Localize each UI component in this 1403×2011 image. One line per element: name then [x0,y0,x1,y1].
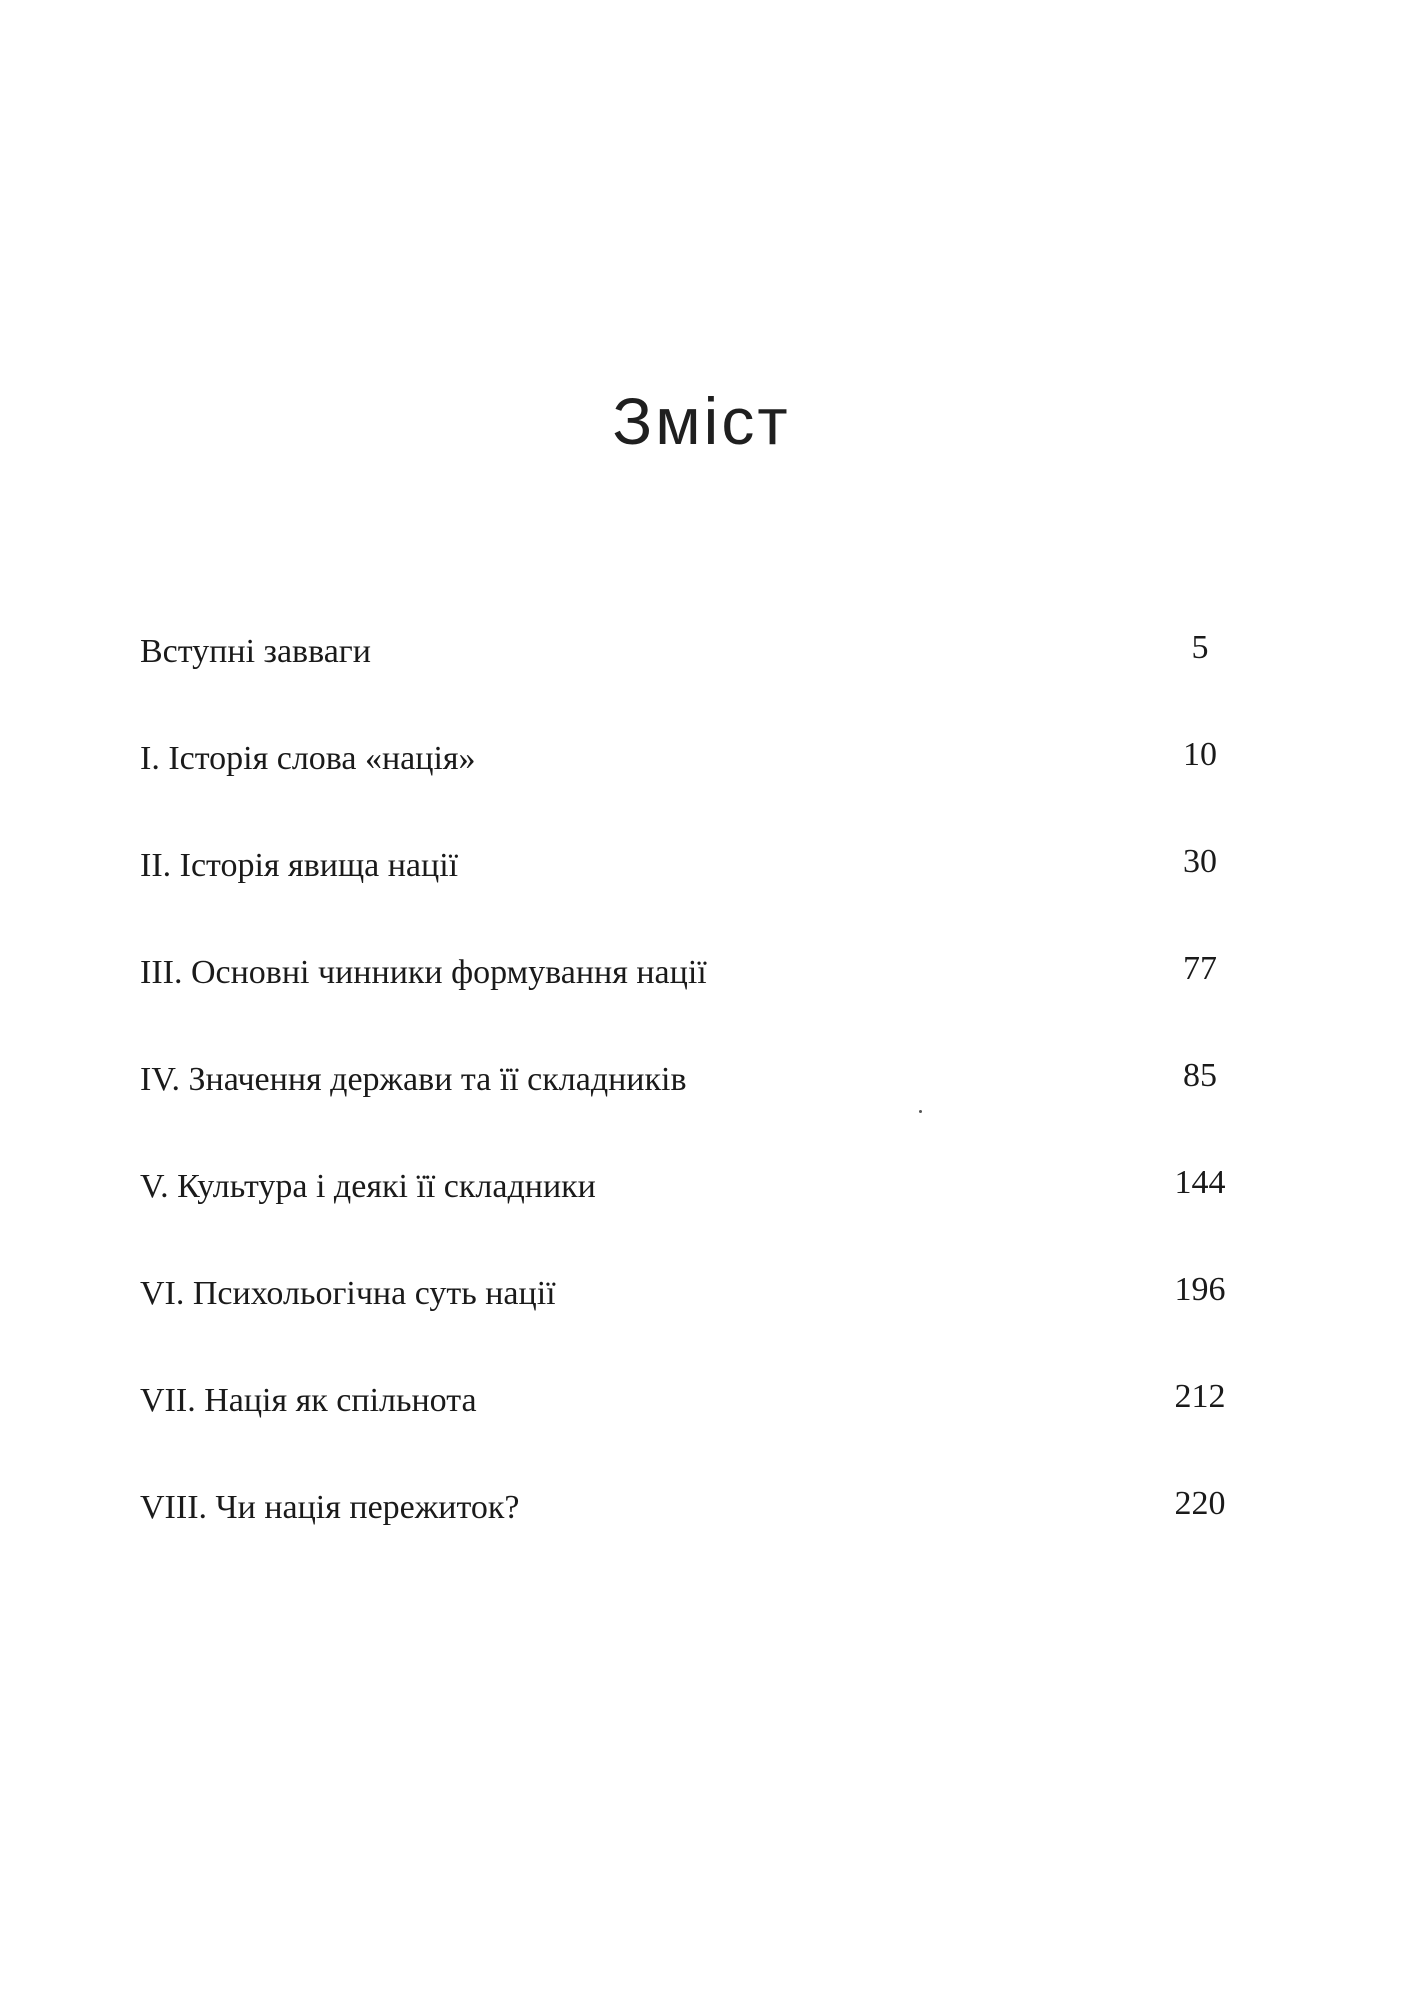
page-title: Зміст [612,384,791,458]
toc-entry-page-number: 77 [1183,950,1217,987]
toc-entry-page-number: 30 [1183,843,1217,880]
toc-entry [140,736,1260,846]
toc-entry-page-number: 212 [1174,1378,1226,1415]
toc-entry-title: VI. Психольогічна суть нації [140,1275,556,1312]
toc-entry-page-number: 196 [1174,1271,1226,1308]
toc-entry-title: IV. Значення держави та її складників [140,1061,687,1098]
toc-entry [140,1057,1260,1167]
toc-entry [140,1378,1260,1488]
toc-entry-title: II. Історія явища нації [140,847,459,884]
toc-entry [140,629,1260,739]
table-of-contents [140,629,1260,1595]
toc-entry-title: VIII. Чи нація пережиток? [140,1489,520,1526]
toc-entry-title: VII. Нація як спільнота [140,1382,477,1419]
toc-entry-title: III. Основні чинники формування нації [140,954,707,991]
toc-entry-title: V. Культура і деякі її складники [140,1168,596,1205]
toc-entry [140,1485,1260,1595]
toc-entry-page-number: 10 [1183,736,1217,773]
toc-entry-page-number: 220 [1174,1485,1226,1522]
toc-entry [140,843,1260,953]
toc-entry-page-number: 5 [1191,629,1209,666]
toc-entry-title: I. Історія слова «нація» [140,740,476,777]
print-speck [919,1110,922,1113]
toc-entry-title: Вступні завваги [140,633,371,670]
toc-entry-page-number: 144 [1174,1164,1226,1201]
toc-entry [140,950,1260,1060]
toc-entry [140,1164,1260,1274]
toc-entry-page-number: 85 [1183,1057,1217,1094]
toc-entry [140,1271,1260,1381]
